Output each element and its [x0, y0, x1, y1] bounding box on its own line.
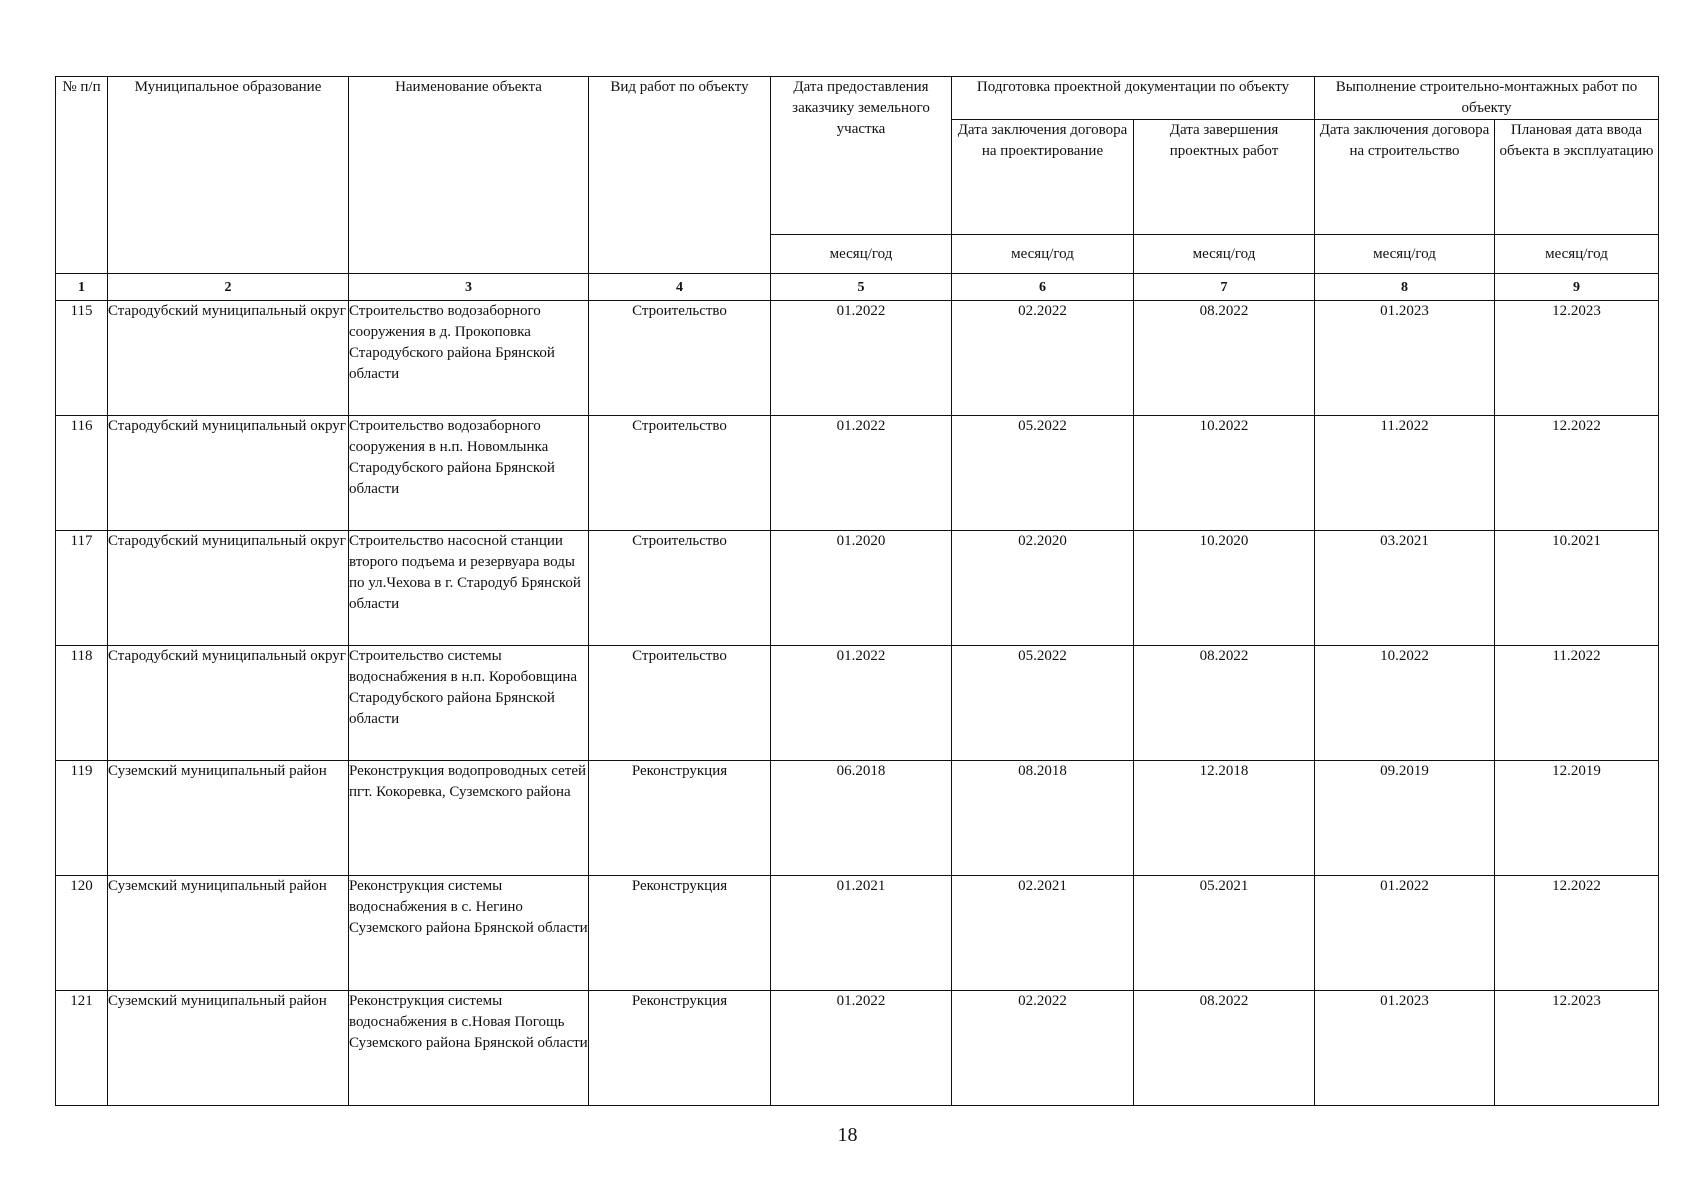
column-number: 6 — [952, 274, 1134, 301]
design-complete-cell: 05.2021 — [1134, 876, 1315, 991]
design-complete-cell: 08.2022 — [1134, 301, 1315, 416]
municipality-cell: Стародубский муниципальный округ — [108, 301, 349, 416]
commissioning-cell: 12.2023 — [1495, 301, 1659, 416]
work-type-cell: Строительство — [589, 301, 771, 416]
design-complete-cell: 08.2022 — [1134, 646, 1315, 761]
table-row — [56, 301, 1659, 416]
header-object: Наименование объекта — [349, 77, 589, 274]
construction-contract-cell: 10.2022 — [1315, 646, 1495, 761]
header-design-group: Подготовка проектной документации по объекту — [952, 77, 1315, 120]
object-cell: Строительство водозаборного сооружения в н.п. Новомлынка Стародубского района Брянской области — [349, 416, 589, 531]
column-number: 3 — [349, 274, 589, 301]
work-type-cell: Реконструкция — [589, 876, 771, 991]
object-cell: Строительство насосной станции второго подъема и резервуара воды по ул.Чехова в г. Стародуб Брянской области — [349, 531, 589, 646]
commissioning-cell: 10.2021 — [1495, 531, 1659, 646]
municipality-cell: Стародубский муниципальный округ — [108, 646, 349, 761]
land-date-cell: 01.2020 — [771, 531, 952, 646]
column-number: 9 — [1495, 274, 1659, 301]
land-date-cell: 01.2022 — [771, 301, 952, 416]
row-number: 115 — [56, 301, 108, 416]
construction-contract-cell: 03.2021 — [1315, 531, 1495, 646]
column-number: 2 — [108, 274, 349, 301]
commissioning-cell: 12.2023 — [1495, 991, 1659, 1106]
unit-label: месяц/год — [771, 235, 952, 274]
design-contract-cell: 02.2020 — [952, 531, 1134, 646]
design-complete-cell: 08.2022 — [1134, 991, 1315, 1106]
construction-contract-cell: 09.2019 — [1315, 761, 1495, 876]
page-number: 18 — [837, 1124, 858, 1146]
header-design-contract: Дата заключения договора на проектирование — [952, 120, 1134, 235]
object-cell: Реконструкция системы водоснабжения в с.Новая Погощь Суземского района Брянской области — [349, 991, 589, 1106]
header-construction-group: Выполнение строительно-монтажных работ по объекту — [1315, 77, 1659, 120]
municipality-cell: Суземский муниципальный район — [108, 991, 349, 1106]
column-number: 5 — [771, 274, 952, 301]
table-row — [56, 416, 1659, 531]
municipality-cell: Стародубский муниципальный округ — [108, 416, 349, 531]
land-date-cell: 06.2018 — [771, 761, 952, 876]
land-date-cell: 01.2022 — [771, 991, 952, 1106]
design-complete-cell: 10.2022 — [1134, 416, 1315, 531]
construction-contract-cell: 11.2022 — [1315, 416, 1495, 531]
unit-label: месяц/год — [1134, 235, 1315, 274]
municipality-cell: Суземский муниципальный район — [108, 761, 349, 876]
row-number: 120 — [56, 876, 108, 991]
table-row — [56, 876, 1659, 991]
municipality-cell: Стародубский муниципальный округ — [108, 531, 349, 646]
header-commissioning: Плановая дата ввода объекта в эксплуатацию — [1495, 120, 1659, 235]
work-type-cell: Реконструкция — [589, 761, 771, 876]
land-date-cell: 01.2022 — [771, 416, 952, 531]
work-type-cell: Строительство — [589, 531, 771, 646]
table-row — [56, 646, 1659, 761]
objects-table — [55, 76, 1659, 1106]
construction-contract-cell: 01.2023 — [1315, 991, 1495, 1106]
column-number: 8 — [1315, 274, 1495, 301]
design-contract-cell: 05.2022 — [952, 646, 1134, 761]
header-no: № п/п — [56, 77, 108, 274]
column-number: 7 — [1134, 274, 1315, 301]
design-contract-cell: 02.2021 — [952, 876, 1134, 991]
row-number: 121 — [56, 991, 108, 1106]
commissioning-cell: 12.2022 — [1495, 876, 1659, 991]
unit-label: месяц/год — [952, 235, 1134, 274]
header-row — [56, 77, 1659, 120]
header-land-date: Дата предоставления заказчику земельного участка — [771, 77, 952, 235]
object-cell: Строительство водозаборного сооружения в д. Прокоповка Стародубского района Брянской области — [349, 301, 589, 416]
unit-label: месяц/год — [1315, 235, 1495, 274]
work-type-cell: Строительство — [589, 416, 771, 531]
unit-label: месяц/год — [1495, 235, 1659, 274]
design-complete-cell: 12.2018 — [1134, 761, 1315, 876]
work-type-cell: Строительство — [589, 646, 771, 761]
design-contract-cell: 05.2022 — [952, 416, 1134, 531]
header-design-complete: Дата завершения проектных работ — [1134, 120, 1315, 235]
table-row — [56, 531, 1659, 646]
design-contract-cell: 02.2022 — [952, 991, 1134, 1106]
municipality-cell: Суземский муниципальный район — [108, 876, 349, 991]
design-contract-cell: 08.2018 — [952, 761, 1134, 876]
column-number-row — [56, 274, 1659, 301]
commissioning-cell: 11.2022 — [1495, 646, 1659, 761]
object-cell: Реконструкция системы водоснабжения в с. Негино Суземского района Брянской области — [349, 876, 589, 991]
object-cell: Реконструкция водопроводных сетей пгт. Кокоревка, Суземского района — [349, 761, 589, 876]
row-number: 118 — [56, 646, 108, 761]
row-number: 117 — [56, 531, 108, 646]
land-date-cell: 01.2021 — [771, 876, 952, 991]
row-number: 119 — [56, 761, 108, 876]
column-number: 1 — [56, 274, 108, 301]
construction-contract-cell: 01.2023 — [1315, 301, 1495, 416]
table-row — [56, 991, 1659, 1106]
design-complete-cell: 10.2020 — [1134, 531, 1315, 646]
land-date-cell: 01.2022 — [771, 646, 952, 761]
construction-contract-cell: 01.2022 — [1315, 876, 1495, 991]
header-work-type: Вид работ по объекту — [589, 77, 771, 274]
column-number: 4 — [589, 274, 771, 301]
work-type-cell: Реконструкция — [589, 991, 771, 1106]
commissioning-cell: 12.2022 — [1495, 416, 1659, 531]
table-row — [56, 761, 1659, 876]
object-cell: Строительство системы водоснабжения в н.п. Коробовщина Стародубского района Брянской области — [349, 646, 589, 761]
header-construction-contract: Дата заключения договора на строительство — [1315, 120, 1495, 235]
header-municipality: Муниципальное образование — [108, 77, 349, 274]
design-contract-cell: 02.2022 — [952, 301, 1134, 416]
row-number: 116 — [56, 416, 108, 531]
commissioning-cell: 12.2019 — [1495, 761, 1659, 876]
